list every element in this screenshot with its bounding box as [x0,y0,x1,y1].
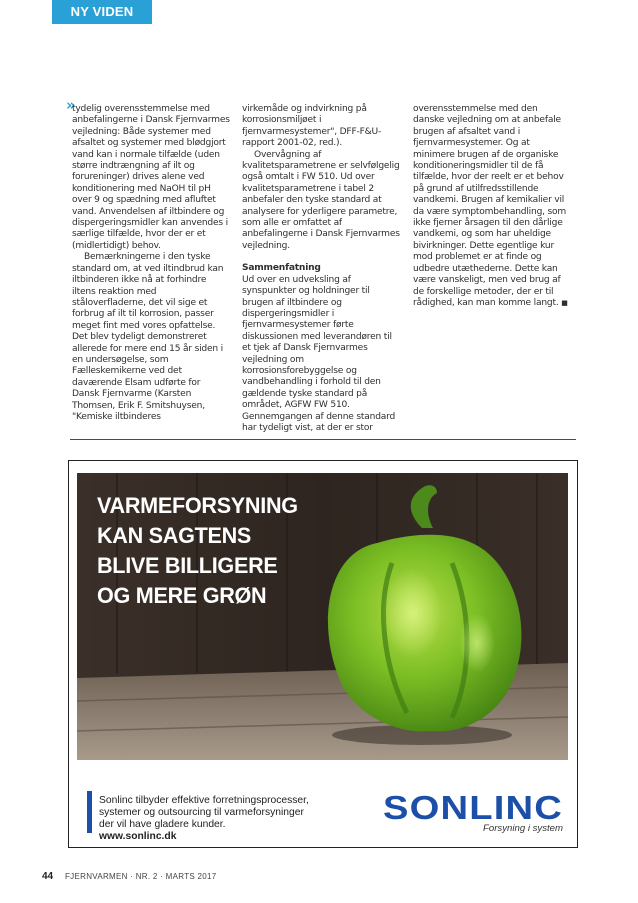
paragraph: Ud over en udveksling af synspunkter og holdninger til brugen af iltbindere og dispergeringsmidler i fjernvarmesystemer førte diskussionen med leverandøren til et tjek af Dansk Fjernvarmes vejledning om korrosionsforebyggelse og vandbehandling i forhold til den gældende tyske standard på området, AGFW FW 510. Gennemgangen af denne standard har tydeligt vist, at der er stor [242,274,396,433]
ad-headline-line: KAN SAGTENS [97,523,252,548]
sonlinc-logo [382,791,564,823]
ad-body-line: Sonlinc tilbyder effektive forretningsprocesser, [99,795,309,806]
ad-body-line [99,819,369,843]
ad-body-text [99,795,369,843]
ad-accent-bar [87,791,92,833]
continued-marker-icon: » [66,96,76,114]
article-column-1 [72,104,230,423]
article-column-3 [413,104,571,309]
article-column-2 [242,104,400,434]
ad-headline-line: OG MERE GRØN [97,583,267,608]
ad-body-line: systemer og outsourcing til varmeforsyninger [99,807,304,818]
page-number: 44 [42,871,54,882]
ad-headline-line: VARMEFORSYNING [97,493,298,518]
paragraph [413,104,571,309]
sonlinc-logo-text: SONLINC [383,791,563,823]
ad-url-link[interactable]: www.sonlinc.dk [99,831,177,842]
paragraph-text: overensstemmelse med den danske vejledning om at anbefale brugen af afsaltet vand i fjernvarmesystemer. Og at minimere brugen af de organiske konditioneringsmidler til de få tilfælde, hvor der reelt er et behov på grund af utilfredsstillende vandkemi. Brugen af kemikalier vil da være symptombehandling, som ikke fjerner årsagen til den dårlige vandkemi, og som har uheldige bivirkninger. Dette egentlige kur mod problemet er at finde og udbedre utæthederne. Dette kan være vanskeligt, men ved brug af de forskellige metoder, der er til rådighed, kan man komme langt. [413,104,567,308]
ad-photo-pepper [77,473,568,760]
ad-headline [97,491,366,611]
ad-headline-line: BLIVE BILLIGERE [97,553,278,578]
sonlinc-tagline: Forsyning i system [483,823,563,834]
paragraph: Overvågning af kvalitetsparametrene er selvfølgelig også omtalt i FW 510. Ud over kvalitetsparametrene i tabel 2 anbefaler den tyske standard at analysere for yderligere parametre, som alle er omfattet af anbefalingerne i Dansk Fjernvarmes vejledning. [242,149,400,251]
publication-info: FJERNVARMEN · NR. 2 · MARTS 2017 [65,872,217,881]
section-heading: Sammenfatning [242,263,321,274]
paragraph: Bemærkningerne i den tyske standard om, at ved iltindbrud kan iltbinderen ikke nå at forhindre iltens reaktion med ståloverfladerne, det vil sige et forbrug af ilt til korrosion, passer meget fint med vores opfattelse. Det blev tydeligt demonstreret allerede for mere end 15 år siden i en undersøgelse, som Fælleskemikerne ved det daværende Elsam udførte for Dansk Fjernvarme (Karsten Thomsen, Erik F. Smitshuysen, "Kemiske iltbinderes [72,252,224,422]
section-tab: NY VIDEN [52,0,152,24]
ad-body-line-text: der vil have gladere kunder. [99,819,226,830]
paragraph: virkemåde og indvirkning på korrosionsmiljøet i fjernvarmesystemer", DFF-F&U-rapport 2001-02, red.). [242,104,382,149]
paragraph: tydelig overensstemmelse med anbefalingerne i Dansk Fjernvarmes vejledning: Både systemer med afsaltet og systemer med blødgjort vand kan i normale tilfælde (uden større indtrængning af ilt og forureninger) drives alene ved konditionering med NaOH til pH over 9 og spædning med afluftet vand. Anvendelsen af iltbindere og dispergeringsmidler kan anvendes i særlige tilfælde, hvor der er et (midlertidigt) behov. [72,104,230,251]
divider [70,439,576,440]
end-mark-icon: ■ [561,298,568,307]
advertisement [68,460,578,848]
